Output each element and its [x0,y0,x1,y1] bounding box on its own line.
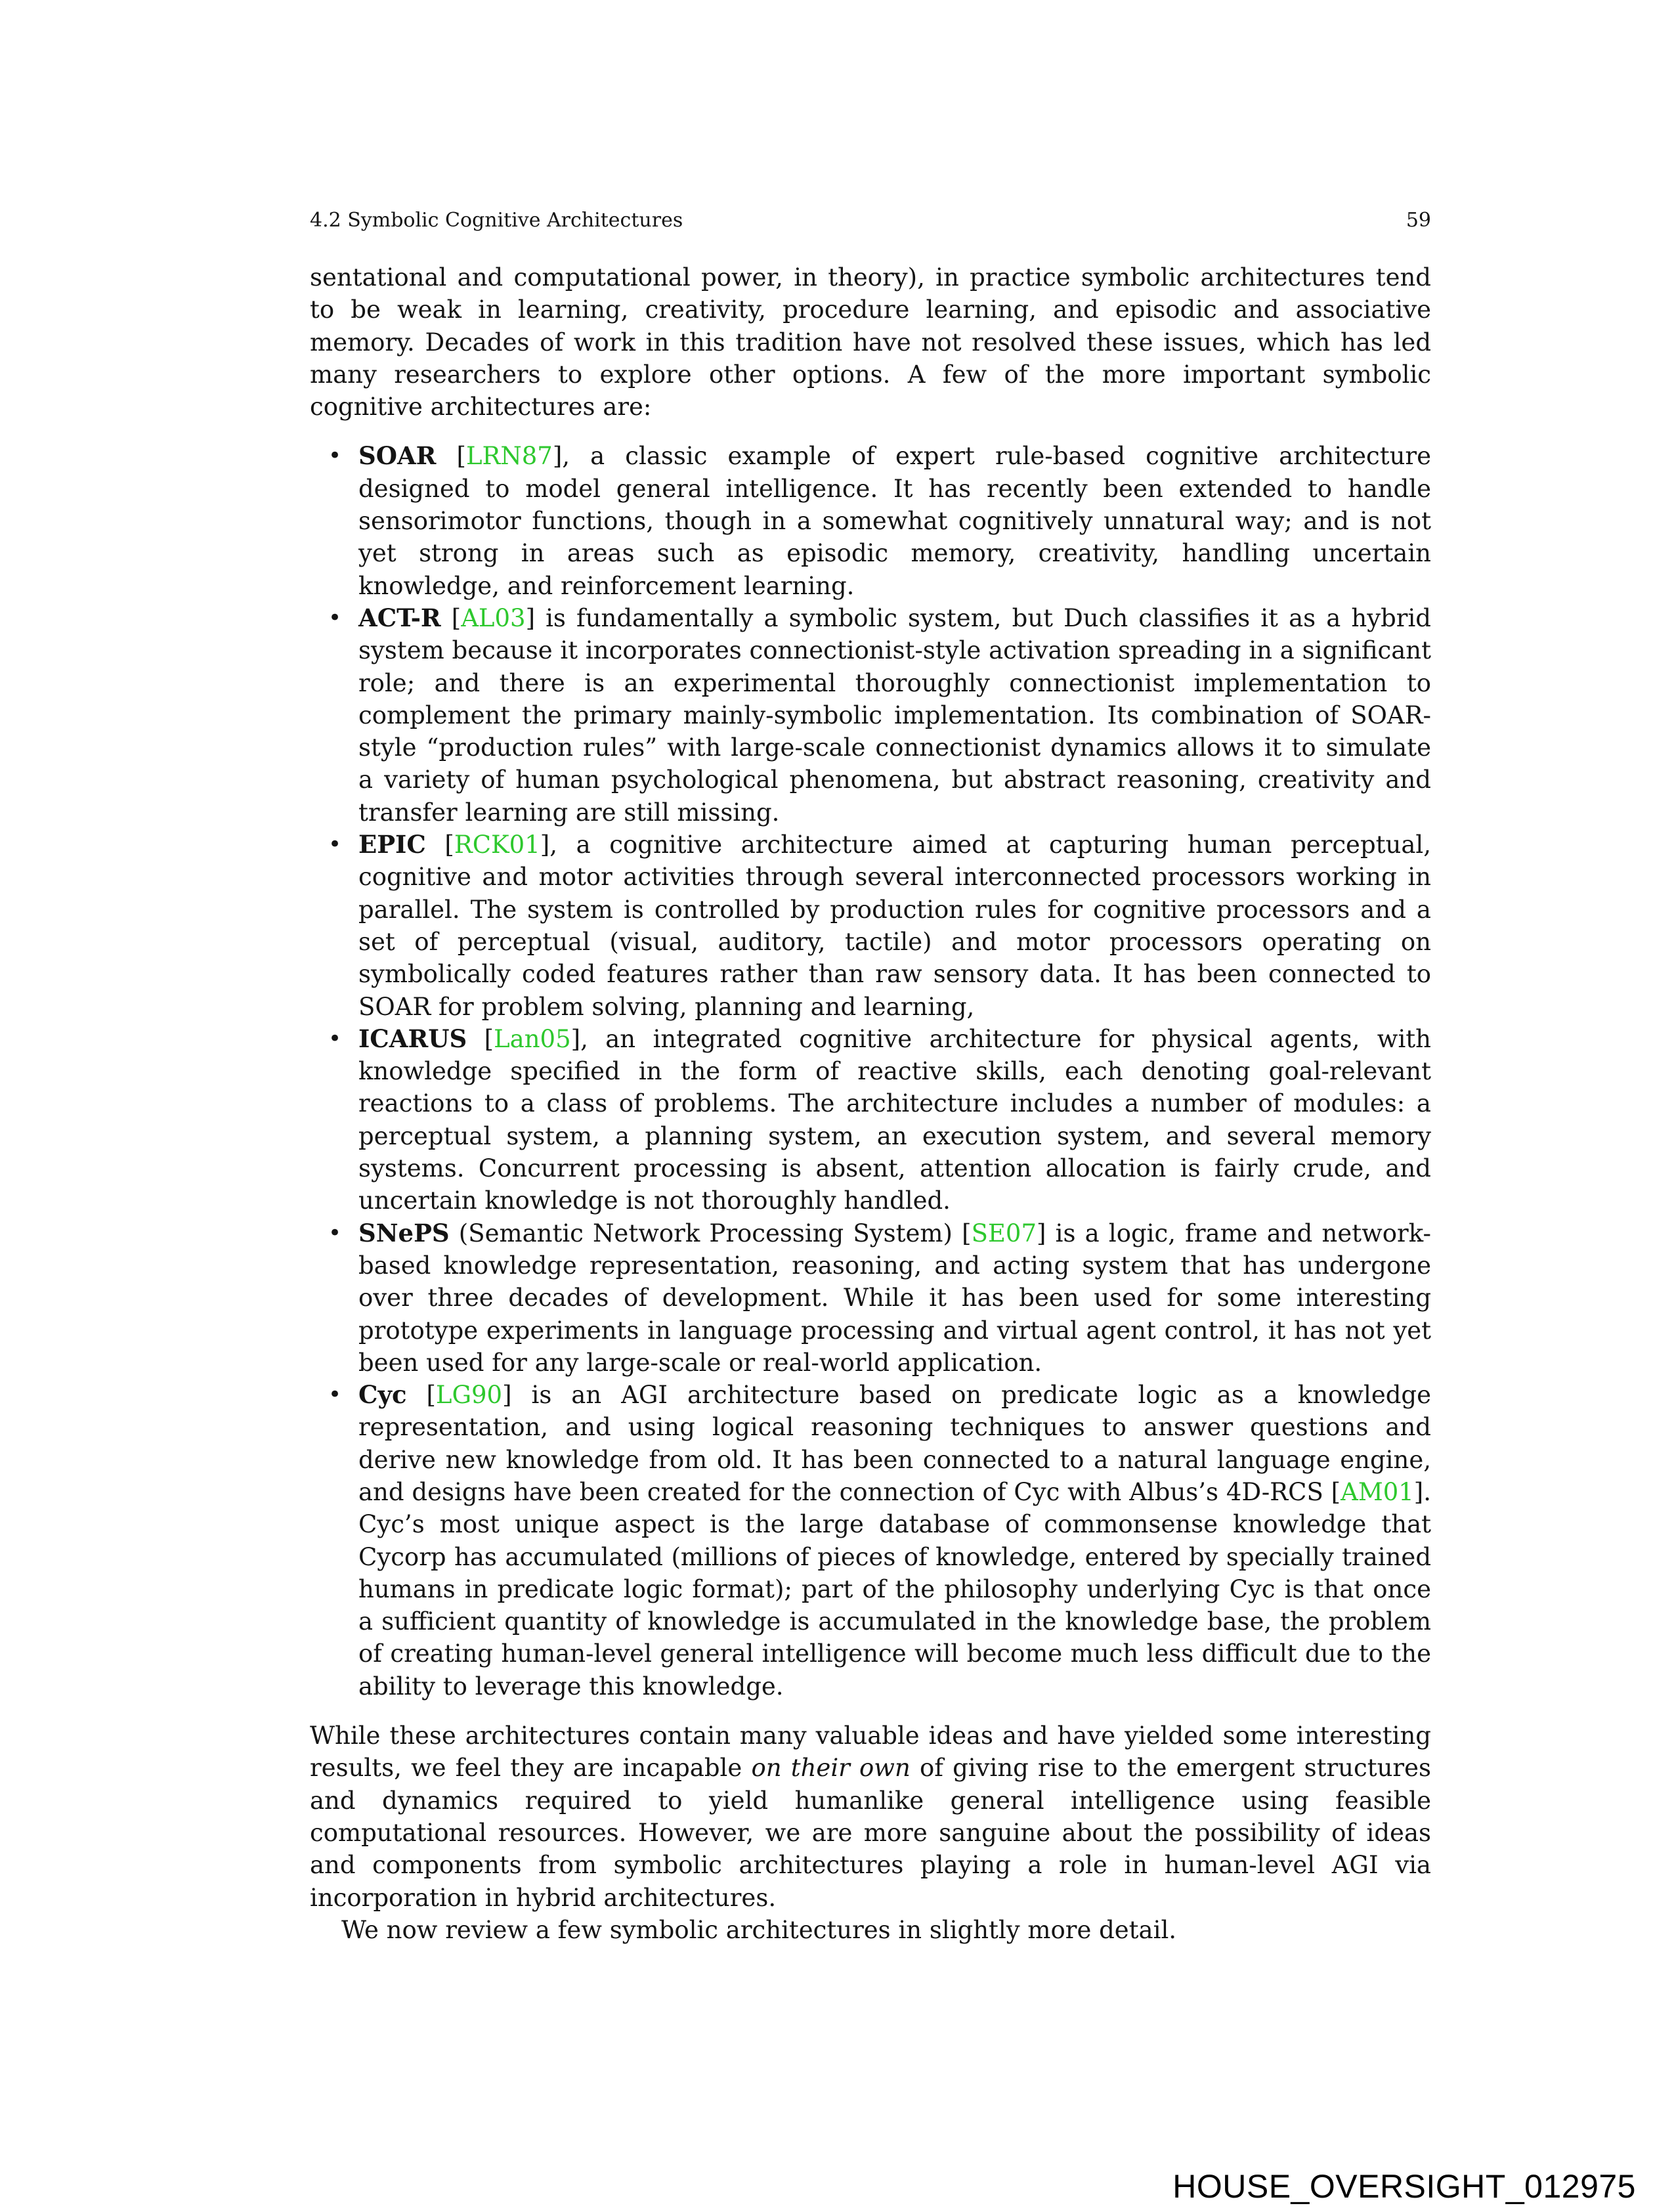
cite-open: [ [406,1381,436,1410]
citation-link[interactable]: RCK01 [454,831,540,859]
bullet-icon: • [328,831,342,858]
architecture-description: is a logic, frame and network-based knowledge representation, reasoning, and acting system that has undergone over three decades of development. While it has been used for some interesting prototype experiments in language processing and virtual agent control, it has not yet been used for any large-scale or real-world application. [358,1219,1431,1377]
architecture-description: , an integrated cognitive architecture for physical agents, with knowledge specified in the form of reactive skills, each denoting goal-relevant reactions to a class of problems. The architecture includes a number of modules: a perceptual system, a planning system, an execution system, and several memory systems. Concurrent processing is absent, attention allocation is fairly crude, and uncertain knowledge is not thoroughly handled. [358,1024,1431,1215]
closing-paragraph: We now review a few symbolic architectures in slightly more detail. [341,1915,1177,1944]
cite-open: [ [436,442,466,471]
list-item-cyc [328,1379,1432,1702]
list-item-sneps [328,1217,1431,1379]
architecture-list [310,440,1431,1702]
cite-open: [ [425,831,454,859]
emphasis-text: on their own [751,1754,911,1783]
citation-link-secondary[interactable]: AM01 [1341,1477,1414,1506]
page-number: 59 [1406,209,1431,232]
citation-link[interactable]: LRN87 [465,442,553,471]
cite-close: ] [570,1024,581,1053]
cite-close: ] [502,1381,512,1410]
section-title: 4.2 Symbolic Cognitive Architectures [310,209,683,232]
conclusion-paragraph [310,1720,1431,1914]
list-item-soar [328,440,1431,601]
cite-open: [ [440,603,461,632]
architecture-name: ACT-R [358,603,441,632]
conclusion-text-continued: of giving rise to the emergent structures and dynamics required to yield humanlike general intelligence using feasible computational resources. However, we are more sanguine about the possibility of ideas and components from symbolic architectures playing a role in human-level AGI via incorporation in hybrid architectures. [310,1754,1431,1912]
cite-close: ] [552,442,563,471]
intro-paragraph: sentational and computational power, in theory), in practice symbolic architectures tend to be weak in learning, creativity, procedure learning, and episodic and associative memory. Decades of work in this tradition have not resolved these issues, which has led many researchers to explore other options. A few of the more important symbolic cognitive architectures are: [310,263,1431,422]
body-text [310,261,1431,1946]
bullet-icon: • [328,1381,342,1408]
citation-link[interactable]: SE07 [971,1219,1037,1247]
list-item-icarus [328,1023,1431,1217]
bullet-icon: • [328,1025,342,1052]
cite-open: [ [467,1024,494,1053]
cite-close: ] [1037,1219,1046,1247]
bates-stamp: HOUSE_OVERSIGHT_012975 [1172,2168,1636,2205]
bullet-icon: • [328,1219,342,1246]
citation-link[interactable]: LG90 [435,1381,503,1410]
cite-close: ] [525,603,536,632]
architecture-name: SNePS [358,1218,450,1247]
citation-link[interactable]: AL03 [461,603,526,632]
architecture-description: is fundamentally a symbolic system, but Duch classifies it as a hybrid system because it incorporates connectionist-style activation spreading in a significant role; and there is an experimental thoroughly connectionist implementation to complement the primary mainly-symbolic implementation. Its combination of SOAR-style “production rules” with large-scale connectionist dynamics allows it to simulate a variety of human psychological phenomena, but abstract reasoning, creativity and transfer learning are still missing. [358,603,1431,827]
list-item-act-r [328,602,1431,829]
bullet-icon: • [328,604,342,631]
architecture-description-continued: ]. Cyc’s most unique aspect is the large database of commonsense knowledge that Cycorp has accumulated (millions of pieces of knowledge, entered by specially trained humans in predicate logic format); part of the philosophy underlying Cyc is that once a sufficient quantity of knowledge is accumulated in the knowledge base, the problem of creating human-level general intelligence will become much less difficult due to the ability to leverage this knowledge. [358,1477,1431,1701]
conclusion-text: While these architectures contain many valuable ideas and have yielded some interesting results, we feel they are incapable [310,1722,1431,1783]
architecture-name: Cyc [358,1380,407,1410]
list-item-epic [328,829,1431,1023]
architecture-description: , a classic example of expert rule-based cognitive architecture designed to model general intelligence. It has recently been extended to handle sensorimotor functions, though in a somewhat cognitively unnatural way; and is not yet strong in areas such as episodic memory, creativity, handling uncertain knowledge, and reinforcement learning. [358,442,1431,600]
architecture-description: , a cognitive architecture aimed at capturing human perceptual, cognitive and motor activities through several interconnected processors working in parallel. The system is controlled by production rules for cognitive processors and a set of perceptual (visual, auditory, tactile) and motor processors operating on symbolically coded features rather than raw sensory data. It has been connected to SOAR for problem solving, planning and learning, [358,831,1431,1021]
bullet-icon: • [328,443,342,469]
cite-close: ] [540,831,550,859]
architecture-name: EPIC [358,830,426,859]
architecture-name: ICARUS [358,1024,467,1053]
running-head [310,207,1431,234]
architecture-description: is an AGI architecture based on predicate logic as a knowledge representation, and using logical reasoning techniques to answer questions and derive new knowledge from old. It has been connected to a natural language engine, and designs have been created for the connection of Cyc with Albus’s 4D-RCS [ [358,1381,1432,1506]
architecture-name: SOAR [358,441,437,471]
cite-open: (Semantic Network Processing System) [ [449,1219,972,1247]
citation-link[interactable]: Lan05 [494,1024,571,1053]
